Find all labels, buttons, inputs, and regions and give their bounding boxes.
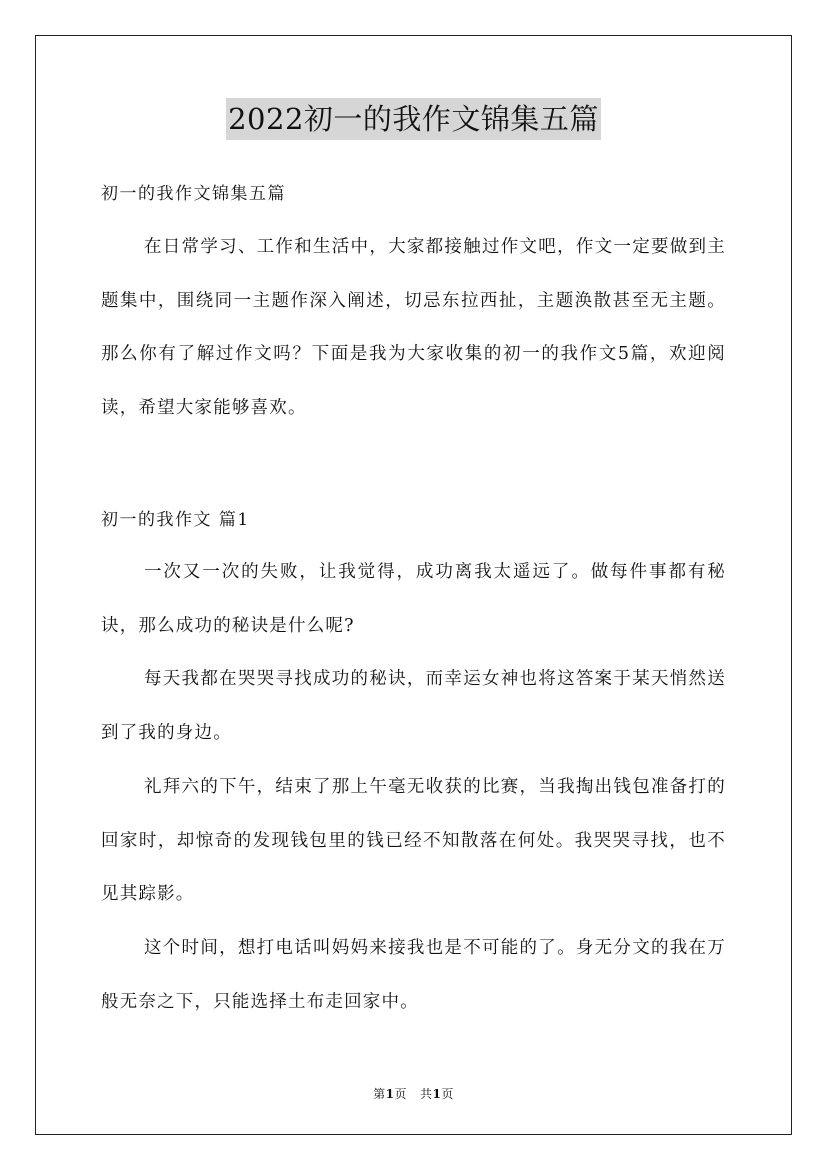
intro-paragraph: 在日常学习、工作和生活中，大家都接触过作文吧，作文一定要做到主题集中，围绕同一主题作深入阐述，切忌东拉西扯，主题涣散甚至无主题。那么你有了解过作文吗？下面是我为大家收集的初一的我作文5篇，欢迎阅读，希望大家能够喜欢。 — [101, 237, 726, 418]
document-title: 2022初一的我作文锦集五篇 — [226, 98, 601, 140]
section-heading: 初一的我作文 篇1 — [101, 510, 250, 530]
body-paragraph-3: 礼拜六的下午，结束了那上午毫无收获的比赛，当我掏出钱包准备打的回家时，却惊奇的发现钱包里的钱已经不知散落在何处。我哭哭寻找，也不见其踪影。 — [101, 777, 726, 904]
intro-heading: 初一的我作文锦集五篇 — [101, 184, 286, 204]
document-title-container — [0, 98, 827, 140]
body-paragraph-1: 一次又一次的失败，让我觉得，成功离我太遥远了。做每件事都有秘诀，那么成功的秘诀是什么呢? — [101, 562, 726, 636]
footer-page-suffix: 页 — [394, 1087, 408, 1101]
page-footer — [0, 1085, 827, 1102]
body-paragraph-4: 这个时间，想打电话叫妈妈来接我也是不可能的了。身无分文的我在万般无奈之下，只能选择土布走回家中。 — [101, 938, 726, 1012]
footer-total-suffix: 页 — [441, 1087, 454, 1101]
footer-page-number: 1 — [385, 1087, 395, 1101]
body-paragraph-2: 每天我都在哭哭寻找成功的秘诀，而幸运女神也将这答案于某天悄然送到了我的身边。 — [101, 669, 726, 743]
footer-page-prefix: 第 — [373, 1087, 386, 1101]
footer-total-number: 1 — [432, 1087, 442, 1101]
footer-total-prefix: 共 — [419, 1087, 433, 1101]
